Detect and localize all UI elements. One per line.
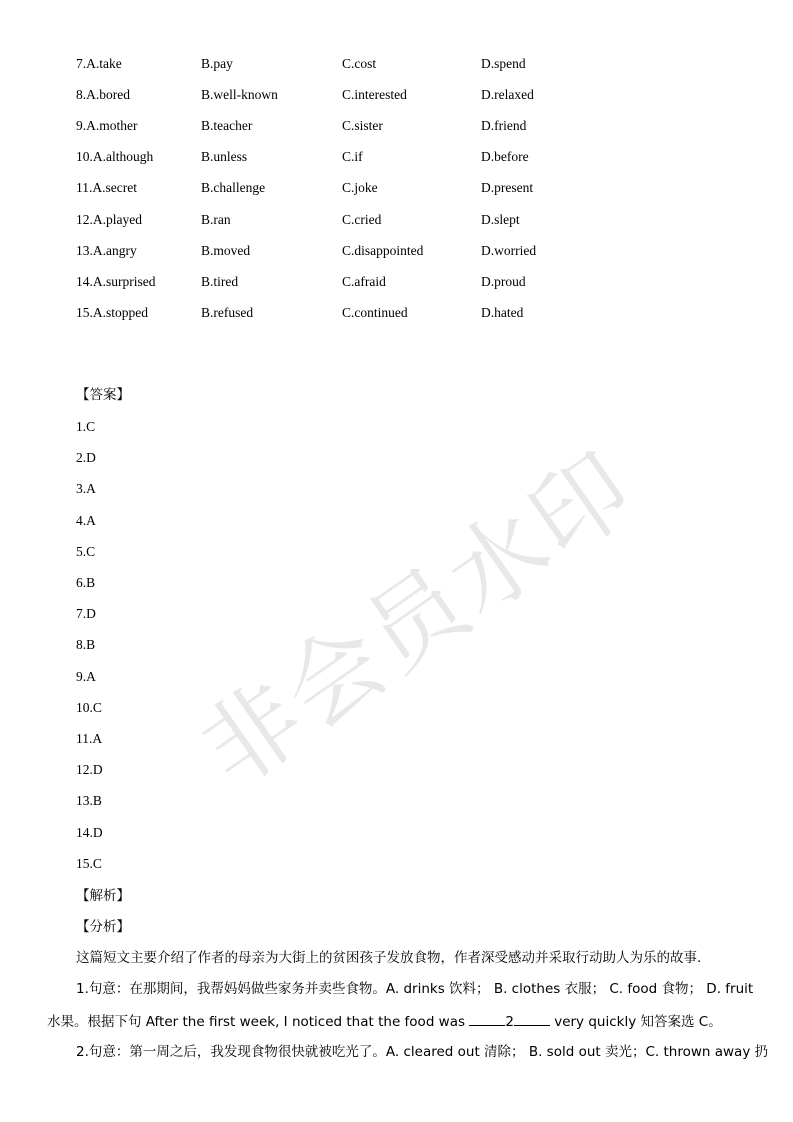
option-choice: D.spend: [481, 56, 526, 71]
option-choice: C.sister: [342, 118, 383, 134]
option-choice: B.pay: [201, 56, 233, 71]
watermark: 非会员水印: [181, 429, 656, 809]
option-choice: C.afraid: [342, 273, 386, 289]
option-choice: 8.A.bored: [76, 87, 130, 103]
option-choice: D.friend: [481, 118, 527, 134]
blank-number: 2: [505, 1014, 514, 1030]
option-choice: D.hated: [481, 304, 524, 320]
q1-explanation-line1: 1.句意：在那期间，我帮妈妈做些家务并卖些食物。A. drinks 饮料； B. clothes 衣服； C. food 食物； D. fruit: [76, 981, 754, 997]
option-choice: D.present: [481, 180, 534, 196]
answer-item: 3.A: [76, 481, 96, 497]
answer-item: 5.C: [76, 543, 96, 559]
option-choice: C.cried: [342, 211, 382, 227]
option-choice: 9.A.mother: [76, 118, 138, 134]
answer-item: 2.D: [76, 450, 96, 466]
summary-paragraph: 这篇短文主要介绍了作者的母亲为大街上的贫困孩子发放食物，作者深受感动并采取行动助人为乐的故事.: [76, 950, 702, 966]
option-choice: C.if: [342, 149, 363, 165]
answer-item: 1.C: [76, 419, 96, 434]
q2-explanation-line1: 2.句意：第一周之后，我发现食物很快就被吃光了。A. cleared out 清除； B. sold out 卖光；C. thrown away 扔: [76, 1044, 769, 1060]
answer-item: 14.D: [76, 824, 103, 840]
option-choice: 12.A.played: [76, 211, 142, 227]
option-choice: B.teacher: [201, 118, 253, 134]
option-choice: 11.A.secret: [76, 180, 137, 196]
option-choice: 7.A.take: [76, 56, 122, 71]
option-choice: B.unless: [201, 149, 248, 165]
option-choice: B.tired: [201, 273, 239, 289]
q1-line2-end: very quickly 知答案选 C。: [549, 1014, 722, 1030]
option-choice: B.ran: [201, 211, 231, 227]
option-choice: D.proud: [481, 273, 526, 289]
option-choice: D.worried: [481, 242, 537, 258]
answer-item: 8.B: [76, 637, 96, 653]
answer-item: 13.B: [76, 793, 102, 809]
fenxi-heading: 【分析】: [76, 919, 130, 935]
option-choice: B.refused: [201, 304, 254, 320]
option-choice: 14.A.surprised: [76, 273, 156, 289]
option-choice: B.moved: [201, 242, 251, 258]
option-choice: D.before: [481, 149, 529, 165]
option-choice: D.relaxed: [481, 87, 534, 103]
q1-explanation-line2: [47, 1011, 722, 1032]
answer-item: 10.C: [76, 699, 102, 715]
option-choice: 13.A.angry: [76, 242, 137, 258]
answer-item: 6.B: [76, 575, 96, 590]
option-choice: C.continued: [342, 304, 408, 320]
blank-underline: [514, 1011, 550, 1026]
answer-item: 4.A: [76, 512, 96, 528]
analysis-heading: 【解析】: [76, 888, 130, 904]
q1-line2-start: 水果。根据下句 After the first week, I noticed that the food was: [47, 1014, 470, 1030]
answer-heading: 【答案】: [76, 387, 130, 403]
blank-underline: [469, 1011, 505, 1026]
answer-item: 11.A: [76, 731, 103, 746]
option-choice: D.slept: [481, 211, 520, 227]
answer-item: 7.D: [76, 606, 96, 622]
answer-item: 12.D: [76, 762, 103, 778]
option-choice: 10.A.although: [76, 149, 154, 165]
option-choice: C.joke: [342, 180, 378, 196]
option-choice: B.challenge: [201, 180, 266, 196]
option-choice: C.cost: [342, 56, 377, 71]
option-choice: 15.A.stopped: [76, 304, 148, 320]
answer-item: 15.C: [76, 855, 102, 871]
option-choice: C.disappointed: [342, 242, 424, 258]
option-choice: C.interested: [342, 87, 407, 103]
answer-item: 9.A: [76, 668, 96, 684]
option-choice: B.well-known: [201, 87, 278, 103]
